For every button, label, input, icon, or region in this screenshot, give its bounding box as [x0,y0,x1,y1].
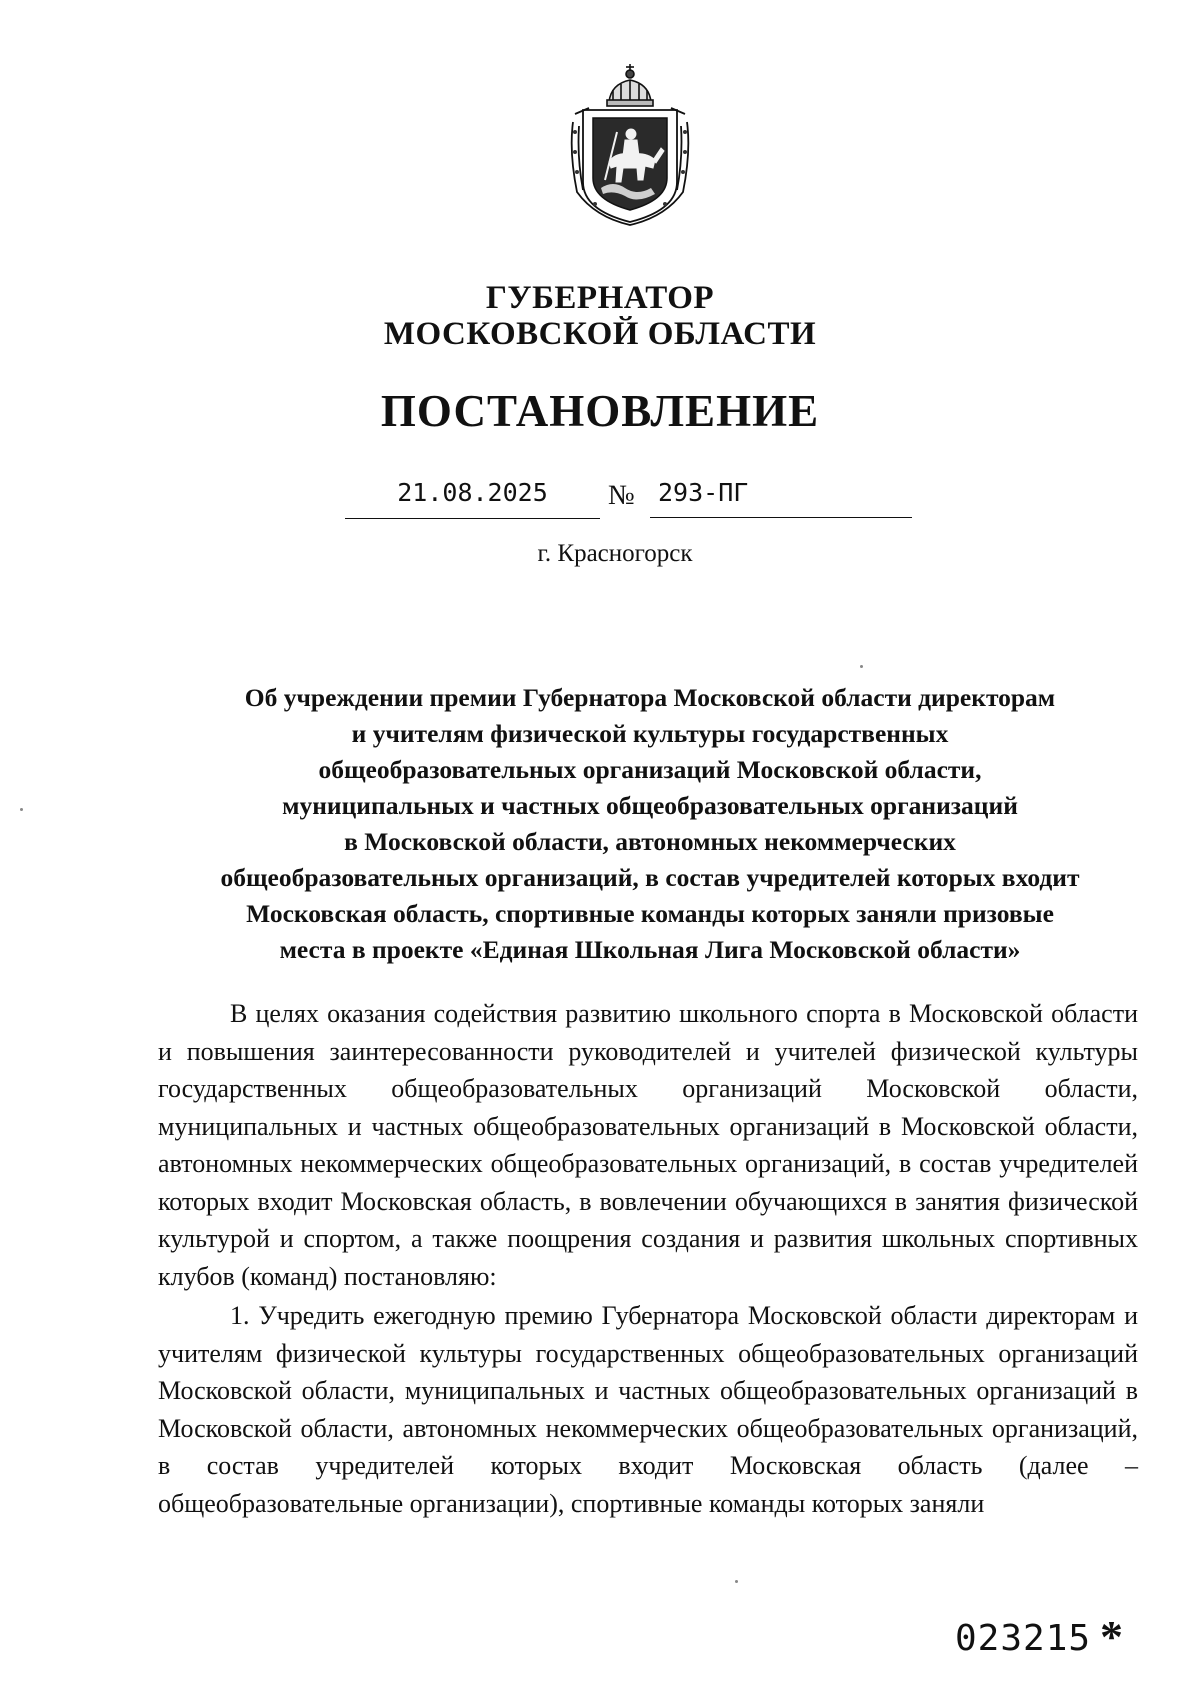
registration-number: 293-ПГ [650,478,912,518]
subject-line: и учителям физической культуры государственных [351,719,949,748]
preamble-paragraph: В целях оказания содействия развитию школьного спорта в Московской области и повышения заинтересованности руководителей и учителей физической культуры государственных общеобразовательных организаций Московской области, муниципальных и частных общеобразовательных организаций в Московской области, автономных некоммерческих общеобразовательных организаций, в состав учредителей которых входит Московская область, в вовлечении обучающихся в занятия физической культурой и спортом, а также поощрения создания и развития школьных спортивных клубов (команд) постановляю: [158,999,1138,1291]
scan-speck [735,1580,738,1583]
subject-line: общеобразовательных организаций, в состав учредителей которых входит [220,863,1080,892]
registration-date: 21.08.2025 [345,478,600,519]
form-serial-number: 023215 [955,1618,1092,1659]
scan-speck [860,665,863,668]
document-body [158,995,1138,1522]
coat-of-arms-icon [565,62,695,227]
registration-number-sign: № [608,480,635,511]
subject-line: муниципальных и частных общеобразовательных организаций [282,791,1018,820]
authority-title-line1: ГУБЕРНАТОР [485,280,715,316]
item-1-paragraph: 1. Учредить ежегодную премию Губернатора Московской области директорам и учителям физической культуры государственных общеобразовательных организаций Московской области, муниципальных и частных общеобразовательных организаций в Московской области, автономных некоммерческих общеобразовательных организаций, в состав учредителей которых входит Московская область (далее – общеобразовательные организации), спортивные команды которых заняли [158,1301,1138,1518]
subject-line: места в проекте «Единая Школьная Лига Московской области» [279,935,1021,964]
authority-title-line2: МОСКОВСКОЙ ОБЛАСТИ [383,316,817,352]
serial-star-mark: * [1100,1611,1123,1662]
subject-line: общеобразовательных организаций Московской области, [318,755,982,784]
document-type-title: ПОСТАНОВЛЕНИЕ [380,386,820,436]
subject-line: Московская область, спортивные команды которых заняли призовые [246,899,1054,928]
subject-line: в Московской области, автономных некоммерческих [344,827,956,856]
document-subject [160,680,1140,968]
city-of-issue: г. Красногорск [537,540,693,567]
scan-speck [20,808,23,811]
subject-line: Об учреждении премии Губернатора Московской области директорам [244,683,1056,712]
